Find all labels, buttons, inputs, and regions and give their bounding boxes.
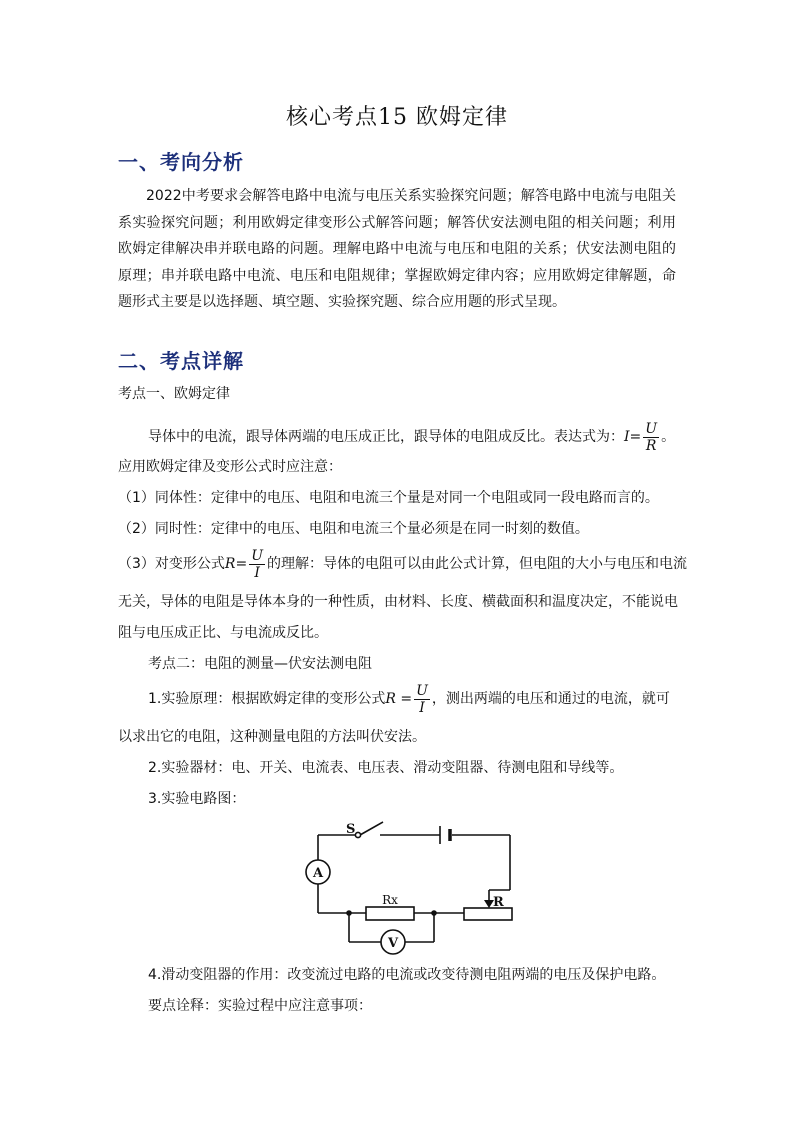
rheostat-label: R <box>493 895 504 910</box>
formula-lhs: I= <box>624 429 642 445</box>
exp2-line: 2.实验器材：电、开关、电流表、电压表、滑动变阻器、待测电阻和导线等。 <box>148 760 624 776</box>
exp4-line: 4.滑动变阻器的作用：改变流过电路的电流或改变待测电阻两端的电压及保护电路。 <box>148 967 666 983</box>
switch-blade <box>360 822 383 835</box>
section-heading-analysis: 一、考向分析 <box>118 150 244 174</box>
exp1-line2: 以求出它的电阻，这种测量电阻的方法叫伏安法。 <box>118 729 426 745</box>
item3-text: 的理解：导体的电阻可以由此公式计算，但电阻的大小与电压和电流 <box>267 556 688 572</box>
item3-prefix: （3）对变形公式 <box>118 556 225 572</box>
point1-title: 考点一、欧姆定律 <box>118 386 230 402</box>
analysis-paragraph: 2022中考要求会解答电路中电流与电压关系实验探究问题；解答电路中电流与电阻关系实验探究问题；利用欧姆定律变形公式解答问题；解答伏安法测电阻的相关问题；利用欧姆定律解决串并联电路的问题。理解电路中电流与电压和电阻的关系；伏安法测电阻的原理；串并联电路中电流、电压和电阻规律；掌握欧姆定律内容；应用欧姆定律解题，命题形式主要是以选择题、填空题、实验探究题、综合应用题的形式呈现。 <box>118 188 676 310</box>
exp1-formula-denominator: I <box>419 699 425 716</box>
section-heading-details: 二、考点详解 <box>118 349 244 373</box>
page-title: 核心考点15 欧姆定律 <box>286 105 508 130</box>
note-item-3-line2: 无关，导体的电阻是导体本身的一种性质，由材料、长度、横截面积和温度决定，不能说电 <box>118 594 678 610</box>
exp3-line: 3.实验电路图： <box>148 791 246 807</box>
point2-title: 考点二：电阻的测量—伏安法测电阻 <box>148 656 372 672</box>
exp1-prefix: 1.实验原理：根据欧姆定律的变形公式 <box>148 691 386 707</box>
note-item-1: （1）同体性：定律中的电压、电阻和电流三个量是对同一个电阻或同一段电路而言的。 <box>118 490 659 506</box>
ohm-law-text: 导体中的电流，跟导体两端的电压成正比，跟导体的电阻成反比。表达式为： <box>148 429 624 445</box>
rheostat <box>464 908 512 920</box>
exp1-formula-lhs: R = <box>385 691 413 707</box>
key-point-line: 要点诠释：实验过程中应注意事项： <box>148 998 372 1014</box>
switch-label: S <box>346 822 356 837</box>
note-item-3-line3: 阻与电压成正比、与电流成反比。 <box>118 625 328 641</box>
item3-formula-lhs: R= <box>224 556 248 572</box>
note-title: 应用欧姆定律及变形公式时应注意： <box>118 459 342 475</box>
exp1-suffix: ，测出两端的电压和通过的电流，就可 <box>431 691 670 707</box>
formula-end: 。 <box>661 429 676 445</box>
ammeter-label: A <box>312 866 324 881</box>
item3-formula-numerator: U <box>251 547 264 564</box>
voltmeter-label: V <box>387 936 399 951</box>
exp1-formula-numerator: U <box>416 682 428 699</box>
rx-resistor <box>366 907 414 920</box>
junction-right <box>431 910 437 916</box>
formula-numerator: U <box>645 420 658 437</box>
junction-left <box>346 910 352 916</box>
note-item-2: （2）同时性：定律中的电压、电阻和电流三个量必须是在同一时刻的数值。 <box>118 521 589 537</box>
rx-label: Rx <box>382 893 398 907</box>
formula-denominator: R <box>645 437 657 454</box>
switch-contact <box>355 832 360 837</box>
item3-formula-denominator: I <box>254 564 260 581</box>
